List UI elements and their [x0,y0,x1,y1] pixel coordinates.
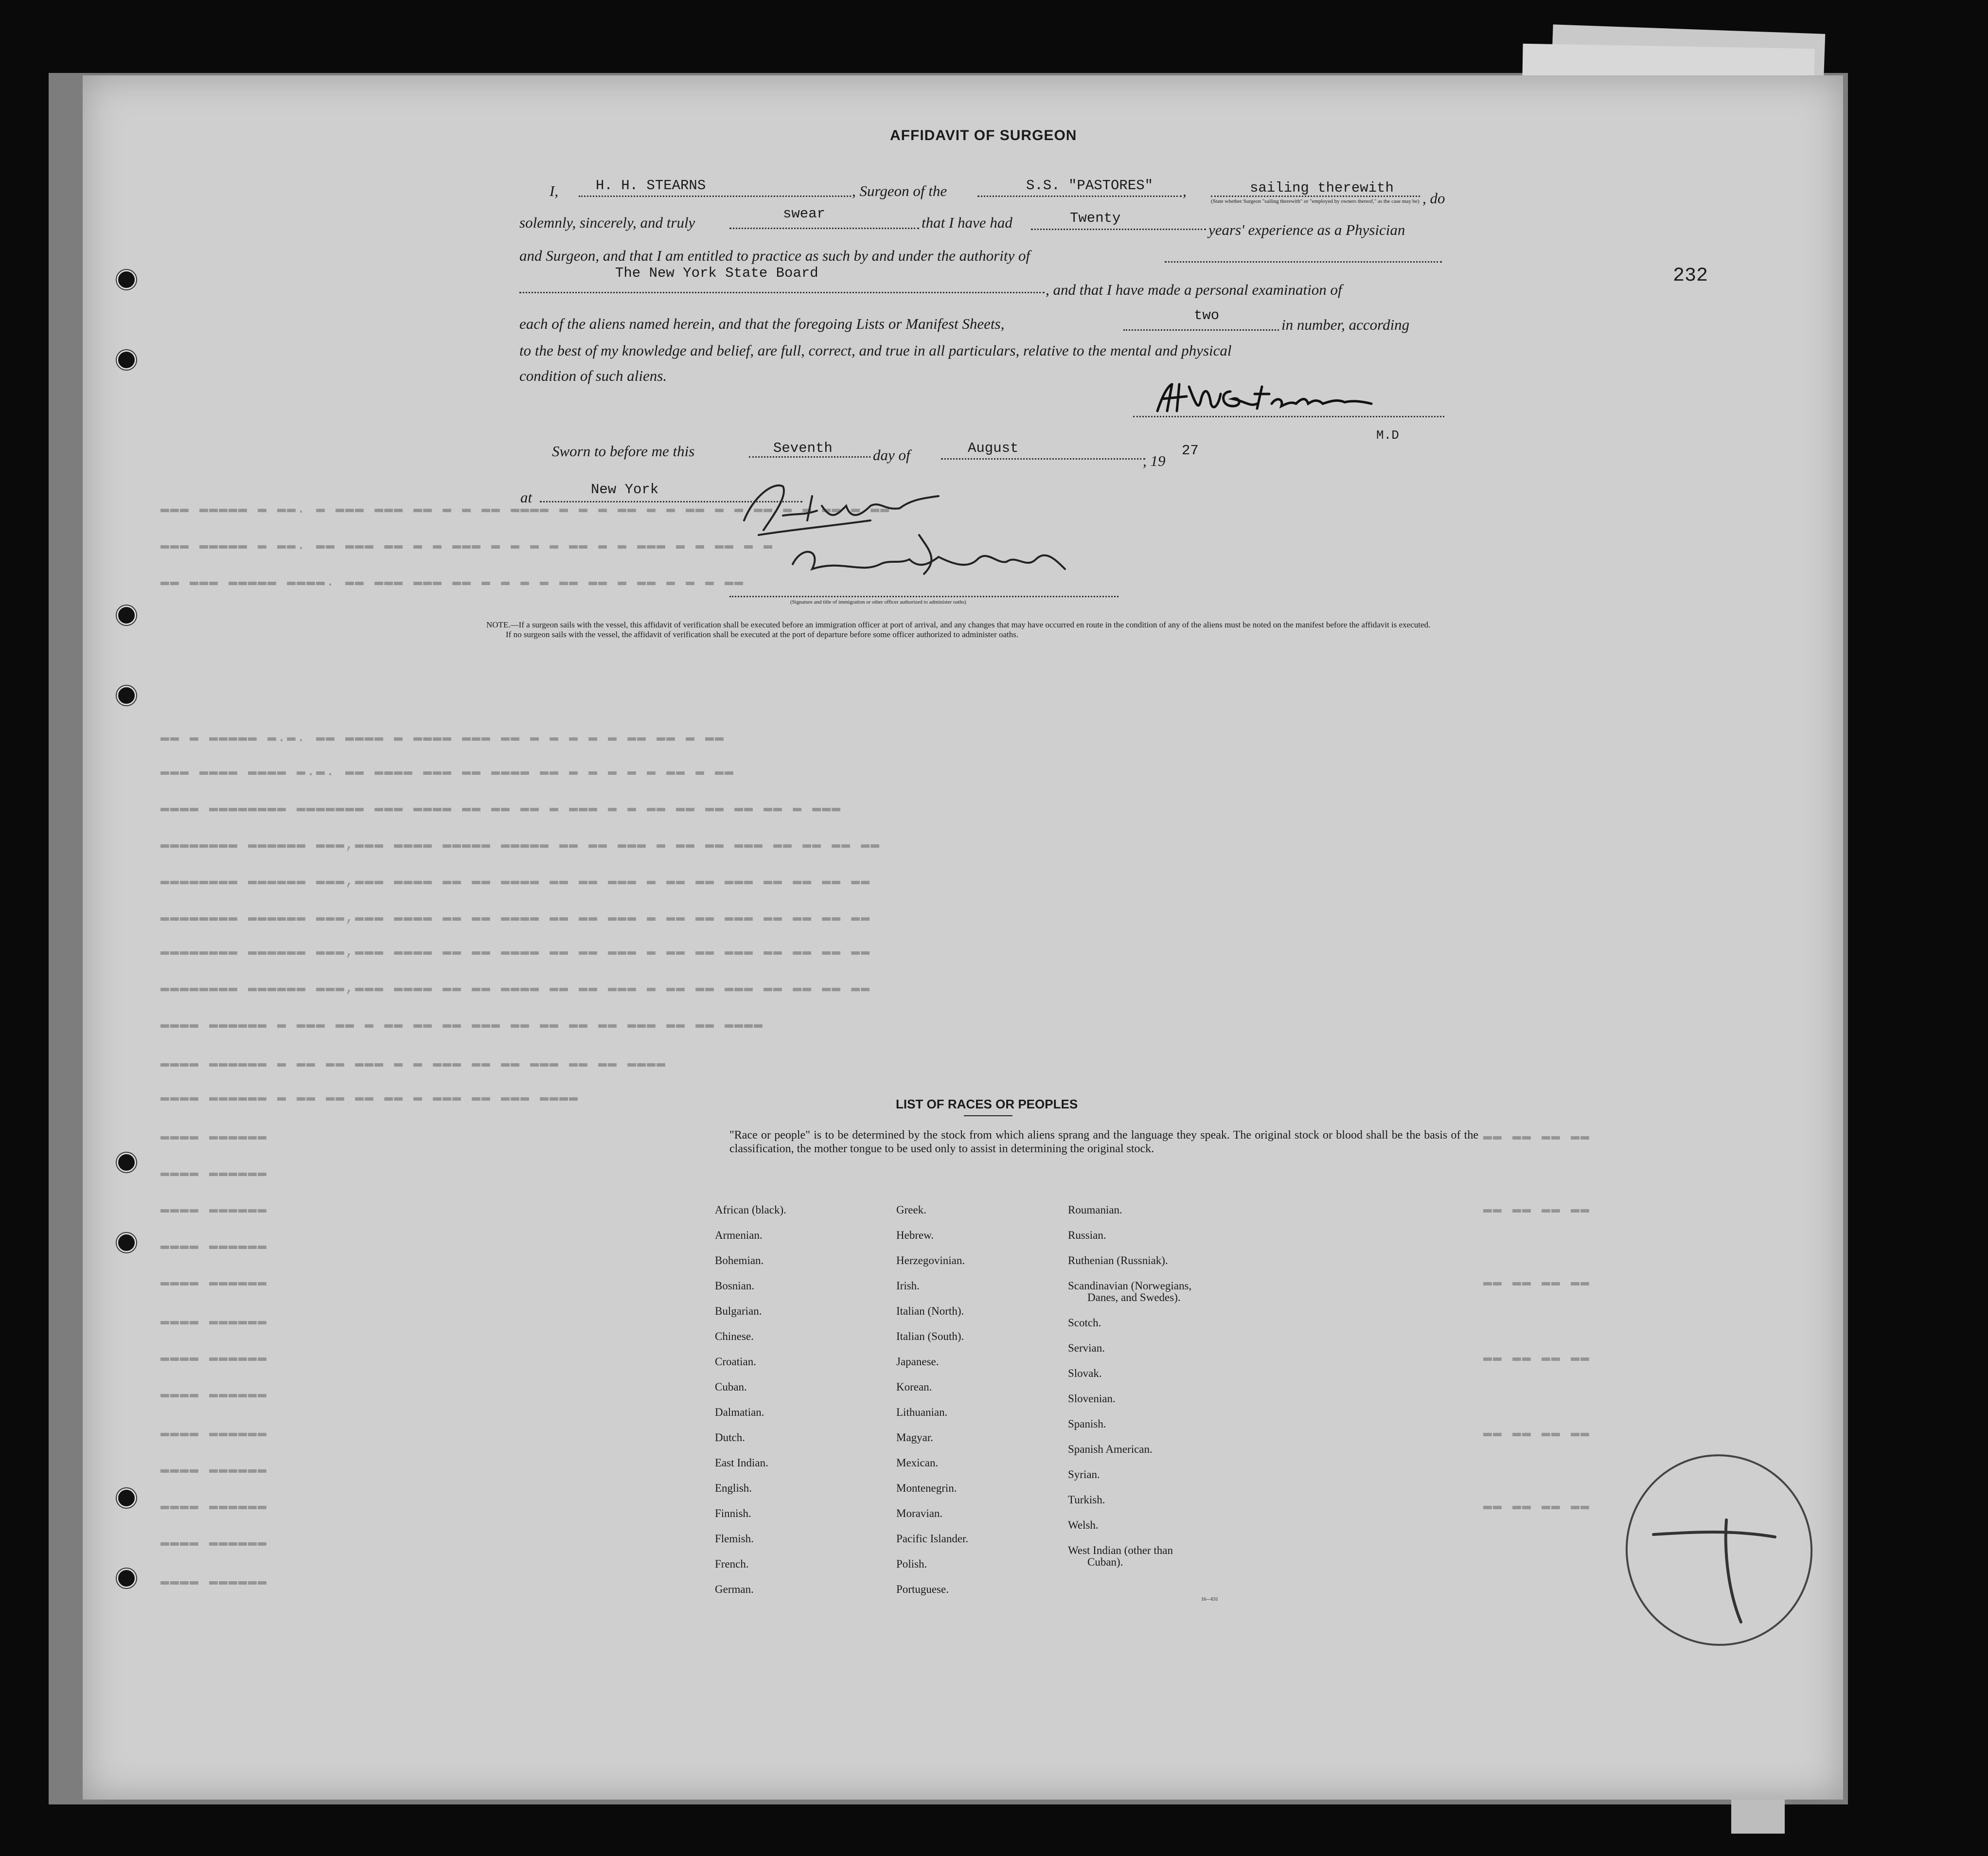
race-item: Greek. [896,1204,926,1216]
surgeon-status: sailing therewith [1250,180,1394,196]
race-item: Syrian. [1068,1468,1100,1481]
sworn-month: August [968,440,1019,456]
race-item: Moravian. [896,1507,943,1519]
affidavit-text: , 19 [1143,452,1166,469]
blank-line [579,196,851,197]
races-column-2 [896,1204,968,1608]
race-item: Dutch. [715,1431,745,1444]
race-item: Scotch. [1068,1317,1101,1329]
race-item: German. [715,1583,754,1595]
punch-hole [117,350,136,370]
race-item: Slovenian. [1068,1392,1116,1405]
affidavit-text: Sworn to before me this [552,443,695,460]
race-item: Dalmatian. [715,1406,764,1418]
punch-hole [117,1488,136,1508]
race-item: Lithuanian. [896,1406,948,1418]
affidavit-text: , [1183,182,1187,199]
affidavit-text: to the best of my knowledge and belief, are full, correct, and true in all particulars, relative to the mental and physical [519,342,1232,359]
race-item: French. [715,1558,749,1570]
pencil-circle-mark [1615,1447,1819,1651]
affidavit-note [486,620,1459,640]
punch-hole [117,1153,136,1172]
race-item: Turkish. [1068,1494,1105,1506]
affidavit-text: , do [1422,190,1445,207]
race-item: Mexican. [896,1457,939,1469]
blank-line [977,196,1182,197]
race-item: Polish. [896,1558,927,1570]
race-item: Bulgarian. [715,1305,762,1317]
punch-hole [117,686,136,705]
races-intro: "Race or people" is to be determined by the stock from which aliens sprang and the language they speak. The original stock or blood shall be the basis of the classification, the mother tongue to be used only to assist in determining the original stock. [729,1129,1478,1155]
affidavit-text: years' experience as a Physician [1208,221,1405,238]
race-item: Hebrew. [896,1229,934,1241]
form-code: 16—631 [1201,1597,1218,1602]
race-item: African (black). [715,1204,786,1216]
blank-line [1031,229,1206,230]
blank-line [1165,261,1442,263]
race-item: Cuban). [1087,1556,1123,1568]
affidavit-text: that I have had [922,214,1012,231]
race-item: Cuban. [715,1381,747,1393]
sworn-place: New York [591,482,659,498]
race-item: Danes, and Swedes). [1087,1291,1181,1303]
punch-hole [117,1233,136,1252]
race-item: Japanese. [896,1356,939,1368]
surgeon-signature [1153,377,1386,421]
oath-word: swear [783,206,826,222]
races-column-3 [1068,1204,1191,1581]
affidavit-text: day of [873,446,910,464]
surgeon-name: H. H. STEARNS [596,178,706,194]
races-column-1 [715,1204,786,1608]
race-item: Chinese. [715,1330,754,1342]
race-item: East Indian. [715,1457,768,1469]
note-text-2: If no surgeon sails with the vessel, the affidavit of verification shall be executed at the port of departure before some officer authorized to administer oaths. [506,630,1019,639]
race-item: Irish. [896,1280,920,1292]
race-item: English. [715,1482,752,1494]
races-list-title: LIST OF RACES OR PEOPLES [896,1097,1078,1111]
ship-name: S.S. "PASTORES" [1026,178,1154,194]
affidavit-text: , Surgeon of the [852,182,947,199]
affidavit-text: in number, according [1281,316,1410,333]
blank-line [941,458,1145,460]
punch-hole [117,606,136,625]
md-credential: M.D [1376,428,1399,443]
sworn-day: Seventh [773,440,833,456]
blank-line [1123,329,1279,331]
punch-hole [117,1569,136,1588]
blank-line [729,228,919,229]
affidavit-text: at [520,489,532,506]
affidavit-text: , and that I have made a personal examination of [1046,281,1342,298]
affidavit-text: I, [550,182,559,199]
race-item: Servian. [1068,1342,1105,1354]
officer-signature-caption: (Signature and title of immigration or other officer authorized to administer oaths) [790,599,966,605]
race-item: Korean. [896,1381,932,1393]
title-rule [964,1115,1012,1116]
race-item: Welsh. [1068,1519,1099,1531]
race-item: Spanish. [1068,1418,1106,1430]
race-item: West Indian (other than [1068,1544,1173,1556]
page-number: 232 [1673,265,1708,287]
blank-line [749,456,870,458]
race-item: Flemish. [715,1533,754,1545]
race-item: Portuguese. [896,1583,949,1595]
punch-hole [117,270,136,289]
race-item: Montenegrin. [896,1482,957,1494]
race-item: Russian. [1068,1229,1106,1241]
affidavit-text: condition of such aliens. [519,367,667,384]
race-item: Spanish American. [1068,1443,1153,1455]
race-item: Slovak. [1068,1367,1102,1379]
sheet-count: two [1194,307,1220,323]
race-item: Bohemian. [715,1254,764,1267]
status-note: (State whether Surgeon "sailing therewith" or "employed by owners thereof," as the case may be) [1211,198,1420,204]
affidavit-title: AFFIDAVIT OF SURGEON [890,127,1077,143]
licensing-authority: The New York State Board [615,265,818,281]
race-item: Scandinavian (Norwegians, [1068,1280,1192,1292]
officer-signature [715,467,1133,598]
race-item: Armenian. [715,1229,763,1241]
race-item: Italian (North). [896,1305,964,1317]
race-item: Roumanian. [1068,1204,1122,1216]
blank-line [519,292,1045,293]
race-item: Pacific Islander. [896,1533,969,1545]
race-item: Italian (South). [896,1330,964,1342]
years-experience: Twenty [1070,210,1121,226]
race-item: Herzegovinian. [896,1254,965,1267]
affidavit-text: solemnly, sincerely, and truly [519,214,695,231]
note-text: NOTE.—If a surgeon sails with the vessel, this affidavit of verification shall be executed before an immigration officer at port of arrival, and any changes that may have occurred en route in the condition of any of the aliens must be noted on the manifest before the affidavit is executed. [486,620,1431,629]
race-item: Croatian. [715,1356,756,1368]
race-item: Bosnian. [715,1280,755,1292]
affidavit-text: each of the aliens named herein, and that the foregoing Lists or Manifest Sheets, [519,315,1005,332]
affidavit-text: and Surgeon, and that I am entitled to practice as such by and under the authority of [519,247,1030,264]
race-item: Finnish. [715,1507,751,1519]
race-item: Ruthenian (Russniak). [1068,1254,1168,1267]
race-item: Magyar. [896,1431,934,1444]
sworn-year: 27 [1182,443,1199,459]
